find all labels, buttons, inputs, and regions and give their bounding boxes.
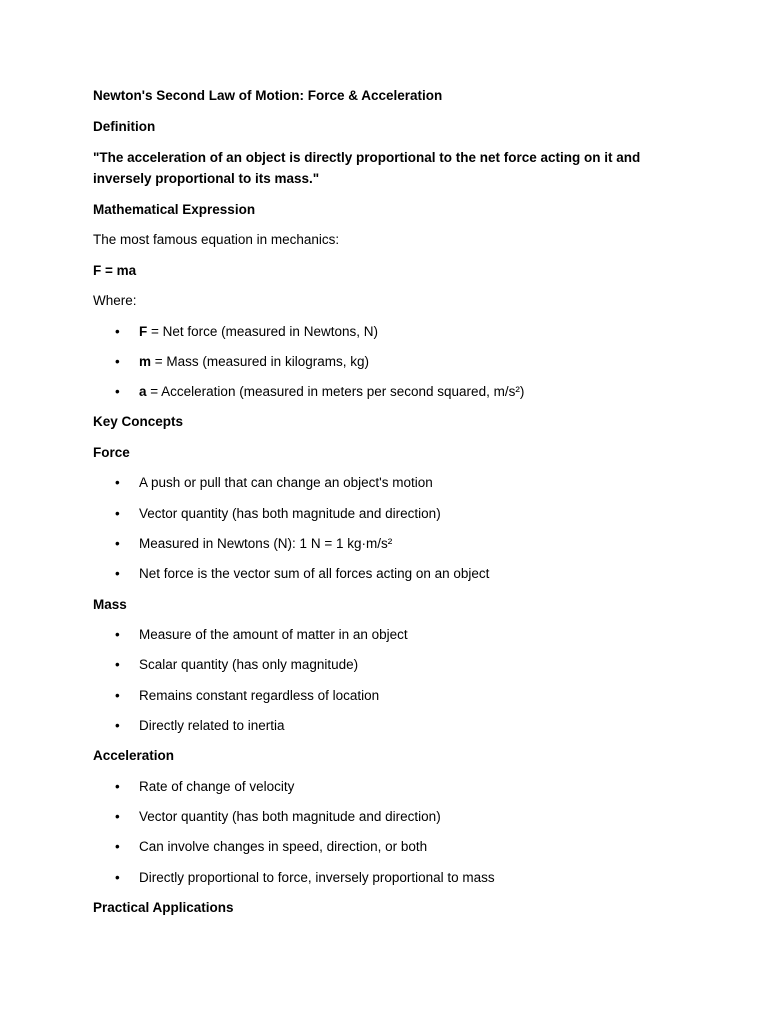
bullet-icon: •	[115, 475, 120, 491]
document-page	[93, 86, 693, 928]
variable-description: = Net force (measured in Newtons, N)	[147, 323, 378, 339]
bullet-icon: •	[115, 505, 120, 521]
variable-symbol: a	[139, 384, 147, 400]
math-heading: Mathematical Expression	[93, 201, 256, 217]
force-heading: Force	[93, 444, 130, 460]
bullet-icon: •	[115, 627, 120, 643]
bullet-icon: •	[115, 566, 120, 582]
key-concepts-heading: Key Concepts	[93, 414, 184, 430]
force-list	[93, 473, 693, 584]
bullet-icon: •	[115, 687, 120, 703]
bullet-icon: •	[115, 778, 120, 794]
list-item-text: Rate of change of velocity	[139, 778, 295, 794]
document-title: Newton's Second Law of Motion: Force & Acceleration	[93, 88, 443, 103]
variables-list	[93, 322, 693, 403]
list-item	[93, 837, 693, 857]
variable-description: = Acceleration (measured in meters per second squared, m/s²)	[146, 384, 525, 400]
list-item	[93, 686, 693, 706]
list-item-text: Remains constant regardless of location	[139, 687, 380, 703]
list-item-text: Directly related to inertia	[139, 717, 285, 733]
variable-symbol: m	[139, 353, 152, 369]
mass-list	[93, 625, 693, 736]
bullet-icon: •	[115, 353, 120, 369]
list-item	[93, 777, 693, 797]
equation: F = ma	[93, 262, 137, 278]
math-intro: The most famous equation in mechanics:	[93, 232, 340, 247]
bullet-icon: •	[115, 839, 120, 855]
list-item-text: Net force is the vector sum of all forces acting on an object	[139, 566, 490, 582]
list-item-text: Scalar quantity (has only magnitude)	[139, 657, 359, 673]
list-item	[93, 322, 693, 342]
bullet-icon: •	[115, 323, 120, 339]
list-item	[93, 382, 693, 402]
list-item	[93, 473, 693, 493]
list-item-text: A push or pull that can change an object's motion	[139, 475, 433, 491]
list-item-text: Measured in Newtons (N): 1 N = 1 kg·m/s²	[139, 535, 393, 551]
list-item-text: Directly proportional to force, inversely proportional to mass	[139, 869, 495, 885]
mass-heading: Mass	[93, 596, 127, 612]
bullet-icon: •	[115, 535, 120, 551]
list-item	[93, 625, 693, 645]
applications-heading: Practical Applications	[93, 899, 234, 915]
variable-description: = Mass (measured in kilograms, kg)	[151, 353, 369, 369]
definition-heading: Definition	[93, 118, 156, 134]
list-item	[93, 716, 693, 736]
list-item	[93, 868, 693, 888]
acceleration-list	[93, 777, 693, 888]
acceleration-heading: Acceleration	[93, 748, 175, 764]
list-item	[93, 352, 693, 372]
where-label: Where:	[93, 293, 137, 308]
list-item	[93, 655, 693, 675]
bullet-icon: •	[115, 717, 120, 733]
definition-quote: "The acceleration of an object is directly proportional to the net force acting on it and inversely proportional to its mass."	[93, 150, 641, 186]
list-item	[93, 564, 693, 584]
bullet-icon: •	[115, 869, 120, 885]
bullet-icon: •	[115, 384, 120, 400]
list-item	[93, 534, 693, 554]
list-item-text: Vector quantity (has both magnitude and direction)	[139, 505, 441, 521]
list-item-text: Vector quantity (has both magnitude and direction)	[139, 809, 441, 825]
list-item	[93, 504, 693, 524]
bullet-icon: •	[115, 809, 120, 825]
list-item	[93, 807, 693, 827]
bullet-icon: •	[115, 657, 120, 673]
list-item-text: Can involve changes in speed, direction, or both	[139, 839, 428, 855]
list-item-text: Measure of the amount of matter in an object	[139, 627, 408, 643]
variable-symbol: F	[139, 323, 148, 339]
